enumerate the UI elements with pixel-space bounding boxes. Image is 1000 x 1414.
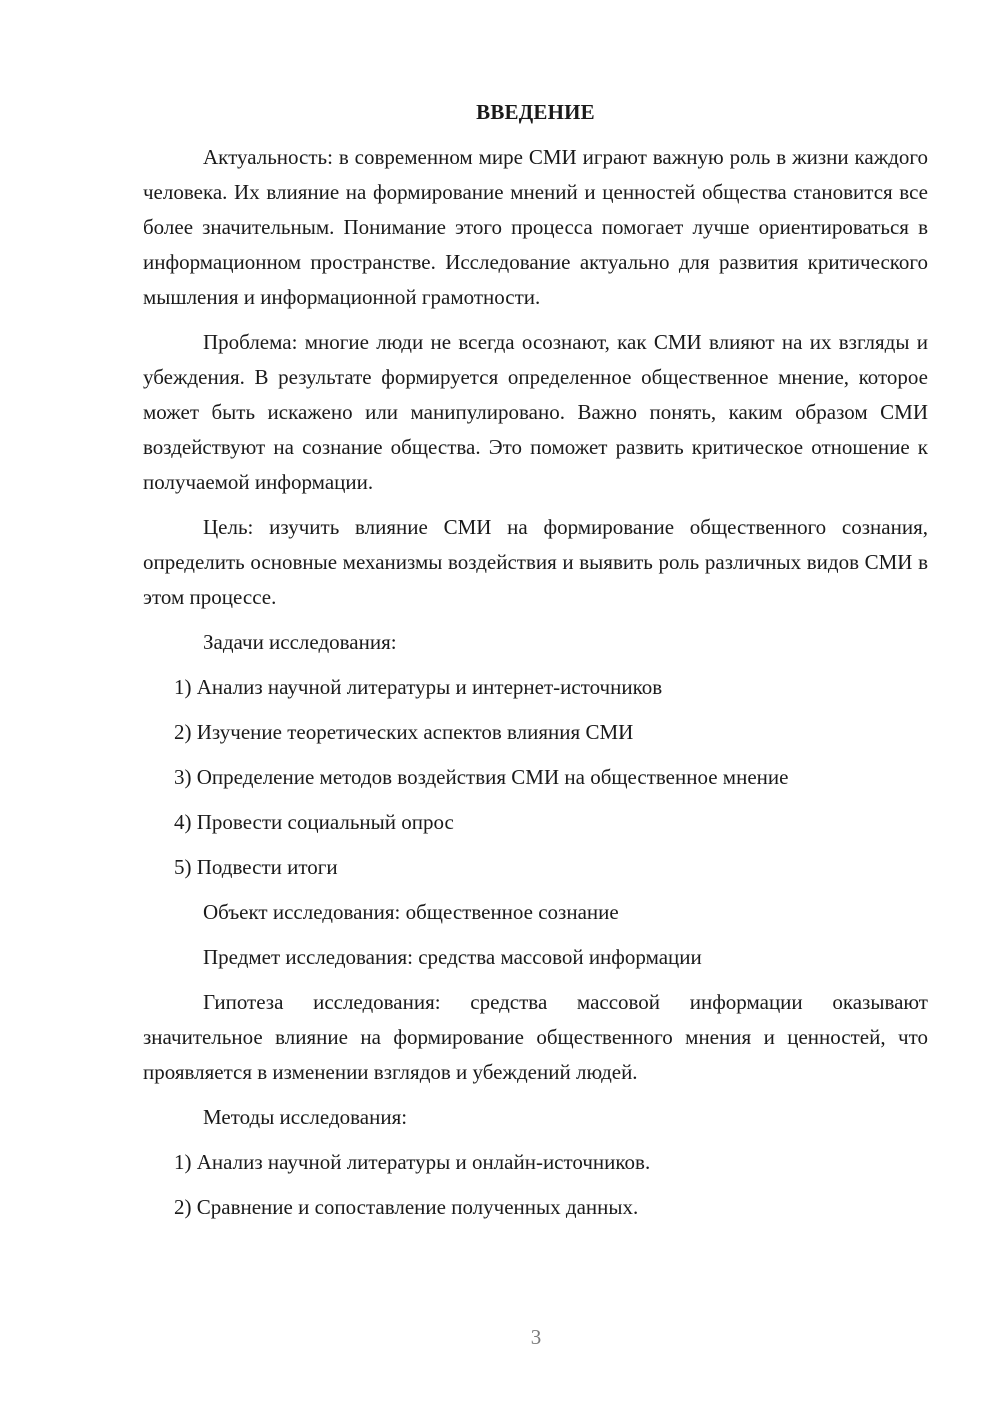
goal-paragraph: Цель: изучить влияние СМИ на формирование общественного сознания, определить основные механизмы воздействия и выявить роль различных видов СМИ в этом процессе. — [143, 515, 928, 609]
research-object: Объект исследования: общественное сознание — [203, 900, 619, 924]
tasks-label: Задачи исследования: — [203, 630, 397, 654]
task-item-3: 3) Определение методов воздействия СМИ на общественное мнение — [174, 765, 789, 789]
hypothesis-paragraph: Гипотеза исследования: средства массовой информации оказывают значительное влияние на формирование общественного мнения и ценностей, что проявляется в изменении взглядов и убеждений людей. — [143, 990, 928, 1084]
task-item-2: 2) Изучение теоретических аспектов влияния СМИ — [174, 720, 634, 744]
methods-label: Методы исследования: — [203, 1105, 408, 1129]
relevance-paragraph: Актуальность: в современном мире СМИ играют важную роль в жизни каждого человека. Их влияние на формирование мнений и ценностей общества становится все более значительным. Понимание этого процесса помогает лучше ориентироваться в информационном пространстве. Исследование актуально для развития критического мышления и информационной грамотности. — [143, 145, 928, 309]
page-content — [143, 95, 928, 1235]
section-heading: ВВЕДЕНИЕ — [476, 100, 595, 124]
method-item-1: 1) Анализ научной литературы и онлайн-источников. — [174, 1150, 651, 1174]
task-item-1: 1) Анализ научной литературы и интернет-источников — [174, 675, 663, 699]
research-subject: Предмет исследования: средства массовой информации — [203, 945, 702, 969]
task-item-4: 4) Провести социальный опрос — [174, 810, 454, 834]
problem-paragraph: Проблема: многие люди не всегда осознают, как СМИ влияют на их взгляды и убеждения. В результате формируется определенное общественное мнение, которое может быть искажено или манипулировано. Важно понять, каким образом СМИ воздействуют на сознание общества. Это поможет развить критическое отношение к получаемой информации. — [143, 330, 928, 494]
task-item-5: 5) Подвести итоги — [174, 855, 338, 879]
page-number: 3 — [530, 1325, 542, 1349]
method-item-2: 2) Сравнение и сопоставление полученных данных. — [174, 1195, 639, 1219]
